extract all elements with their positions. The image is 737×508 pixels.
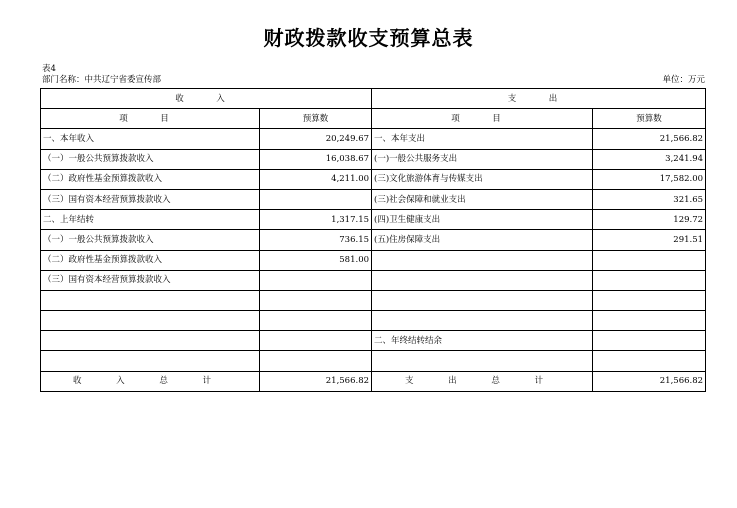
header-row-columns xyxy=(41,109,706,129)
table-row xyxy=(41,311,706,331)
expense-total-label: 支 出 总 计 xyxy=(372,371,593,391)
expense-item-cell: (四)卫生健康支出 xyxy=(372,210,593,230)
totals-row xyxy=(41,371,706,391)
table-row xyxy=(41,169,706,189)
expense-value-cell xyxy=(593,270,706,290)
expense-item-cell: 二、年终结转结余 xyxy=(372,331,593,351)
income-value-cell: 736.15 xyxy=(260,230,372,250)
income-value-cell xyxy=(260,311,372,331)
expense-item-cell: (三)社会保障和就业支出 xyxy=(372,189,593,209)
income-item-cell: 二、上年结转 xyxy=(41,210,260,230)
table-row xyxy=(41,331,706,351)
income-value-cell: 20,249.67 xyxy=(260,129,372,149)
expense-item-cell xyxy=(372,270,593,290)
income-value-cell: 4,211.00 xyxy=(260,169,372,189)
income-budget-header: 预算数 xyxy=(260,109,372,129)
expense-item-cell: (五)住房保障支出 xyxy=(372,230,593,250)
unit-label: 单位：万元 xyxy=(662,75,705,85)
expense-value-cell: 321.65 xyxy=(593,189,706,209)
expense-item-cell xyxy=(372,351,593,371)
table-row xyxy=(41,129,706,149)
expense-item-cell xyxy=(372,290,593,310)
expense-value-cell xyxy=(593,331,706,351)
expense-item-cell: (一)一般公共服务支出 xyxy=(372,149,593,169)
expense-value-cell: 17,582.00 xyxy=(593,169,706,189)
income-item-cell: （一）一般公共预算拨款收入 xyxy=(41,230,260,250)
income-item-cell: （一）一般公共预算拨款收入 xyxy=(41,149,260,169)
income-value-cell xyxy=(260,351,372,371)
table-row xyxy=(41,230,706,250)
table-row xyxy=(41,290,706,310)
income-value-cell xyxy=(260,290,372,310)
income-section-header: 收 入 xyxy=(41,89,372,109)
table-row xyxy=(41,210,706,230)
expense-value-cell: 21,566.82 xyxy=(593,129,706,149)
income-item-cell: （二）政府性基金预算拨款收入 xyxy=(41,169,260,189)
expense-item-cell: (三)文化旅游体育与传媒支出 xyxy=(372,169,593,189)
income-item-cell xyxy=(41,311,260,331)
budget-table xyxy=(40,88,706,392)
table-row xyxy=(41,149,706,169)
income-value-cell: 581.00 xyxy=(260,250,372,270)
expense-value-cell: 3,241.94 xyxy=(593,149,706,169)
income-value-cell xyxy=(260,270,372,290)
department-name: 部门名称：中共辽宁省委宣传部 xyxy=(42,75,162,85)
table-row xyxy=(41,189,706,209)
income-value-cell: 16,038.67 xyxy=(260,149,372,169)
income-item-cell xyxy=(41,290,260,310)
header-row-sections xyxy=(41,89,706,109)
income-item-cell: （三）国有资本经营预算拨款收入 xyxy=(41,270,260,290)
expense-total-value: 21,566.82 xyxy=(593,371,706,391)
table-row xyxy=(41,250,706,270)
income-value-cell xyxy=(260,189,372,209)
expense-value-cell xyxy=(593,250,706,270)
income-value-cell xyxy=(260,331,372,351)
income-total-label: 收 入 总 计 xyxy=(41,371,260,391)
expense-value-cell xyxy=(593,290,706,310)
income-item-header: 项 目 xyxy=(41,109,260,129)
expense-value-cell xyxy=(593,351,706,371)
expense-value-cell xyxy=(593,311,706,331)
income-item-cell xyxy=(41,331,260,351)
income-total-value: 21,566.82 xyxy=(260,371,372,391)
expense-value-cell: 129.72 xyxy=(593,210,706,230)
table-row xyxy=(41,270,706,290)
expense-section-header: 支 出 xyxy=(372,89,706,109)
expense-item-cell xyxy=(372,311,593,331)
income-item-cell: （二）政府性基金预算拨款收入 xyxy=(41,250,260,270)
expense-item-cell: 一、本年支出 xyxy=(372,129,593,149)
expense-item-cell xyxy=(372,250,593,270)
income-item-cell: 一、本年收入 xyxy=(41,129,260,149)
table-row xyxy=(41,351,706,371)
income-value-cell: 1,317.15 xyxy=(260,210,372,230)
expense-value-cell: 291.51 xyxy=(593,230,706,250)
expense-item-header: 项 目 xyxy=(372,109,593,129)
income-item-cell: （三）国有资本经营预算拨款收入 xyxy=(41,189,260,209)
income-item-cell xyxy=(41,351,260,371)
expense-budget-header: 预算数 xyxy=(593,109,706,129)
page-title: 财政拨款收支预算总表 xyxy=(263,26,474,50)
table-number: 表4 xyxy=(42,64,56,74)
